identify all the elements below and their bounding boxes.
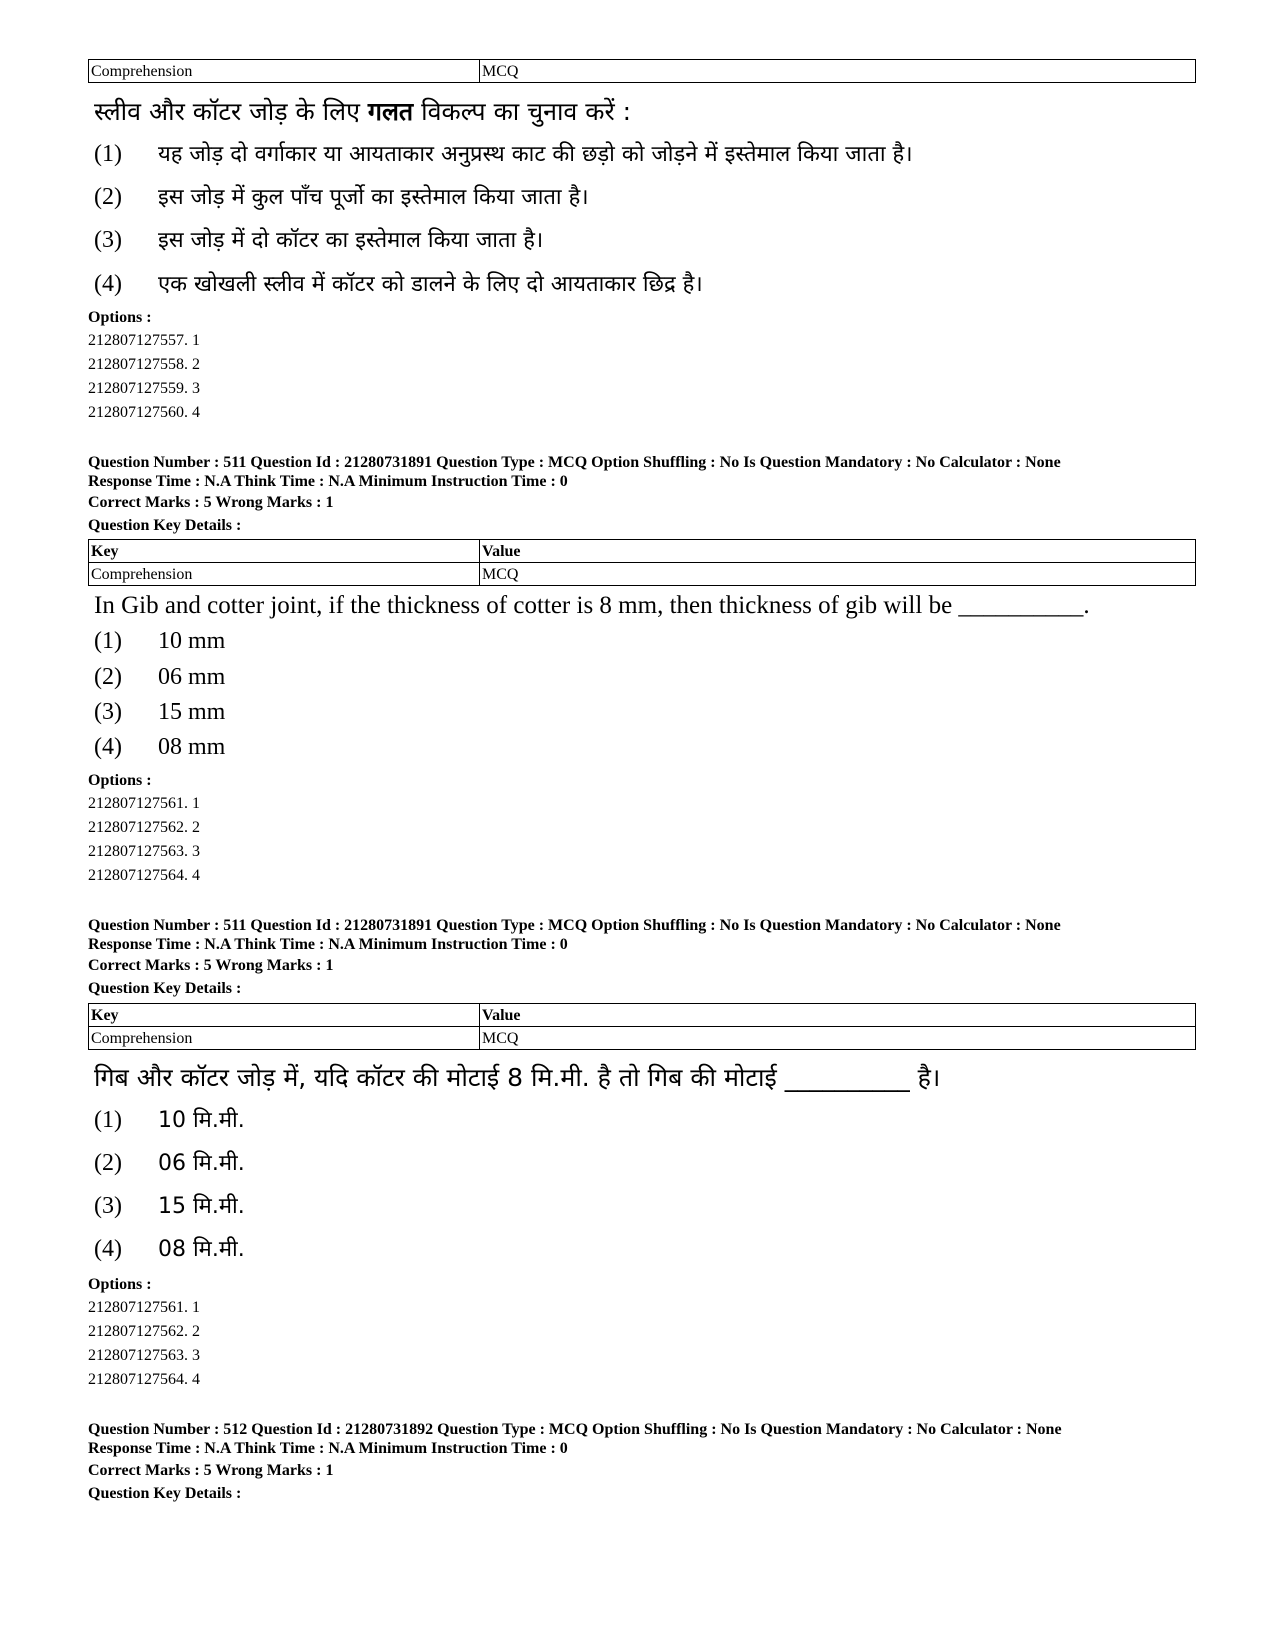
option-item xyxy=(94,181,589,211)
option-text: 15 mm xyxy=(158,699,226,725)
option-number: (1) xyxy=(94,141,122,167)
option-id: 212807127557. 1 xyxy=(88,332,200,349)
key-details-label: Question Key Details : xyxy=(88,517,242,534)
option-text: 08 mm xyxy=(158,734,226,760)
option-text: एक खोखली स्लीव में कॉटर को डालने के लिए दो आयताकार छिद्र है। xyxy=(158,272,703,297)
option-id: 212807127563. 3 xyxy=(88,843,200,860)
table-header-key: Key xyxy=(89,540,480,563)
option-number: (1) xyxy=(94,1107,122,1133)
option-number: (2) xyxy=(94,184,122,210)
option-item xyxy=(94,268,703,298)
option-text: 06 mm xyxy=(158,664,226,690)
table-header-value: Value xyxy=(480,540,1196,563)
option-id-list xyxy=(88,792,200,888)
option-text: 15 मि.मी. xyxy=(158,1194,245,1219)
option-id: 212807127558. 2 xyxy=(88,356,200,373)
table-cell-value: MCQ xyxy=(480,60,1196,83)
option-text: इस जोड़ में दो कॉटर का इस्तेमाल किया जाता है। xyxy=(158,228,544,253)
table-row xyxy=(89,563,1196,586)
table-cell-value: MCQ xyxy=(480,563,1196,586)
option-id-list xyxy=(88,329,200,425)
option-id: 212807127560. 4 xyxy=(88,404,200,421)
option-number: (2) xyxy=(94,664,122,690)
table-header-key: Key xyxy=(89,1004,480,1027)
option-item xyxy=(94,628,225,655)
meta-line: Response Time : N.A Think Time : N.A Minimum Instruction Time : 0 xyxy=(88,1440,568,1457)
table-cell-key: Comprehension xyxy=(89,563,480,586)
option-id: 212807127564. 4 xyxy=(88,1371,200,1388)
question-stem: गिब और कॉटर जोड़ में, यदि कॉटर की मोटाई 8 मि.मी. है तो गिब की मोटाई __________ है। xyxy=(94,1063,941,1092)
option-id: 212807127564. 4 xyxy=(88,867,200,884)
question-meta xyxy=(88,1420,1062,1458)
option-text: 08 मि.मी. xyxy=(158,1237,245,1262)
meta-line: Response Time : N.A Think Time : N.A Minimum Instruction Time : 0 xyxy=(88,936,568,953)
key-table xyxy=(88,1003,1196,1050)
option-id: 212807127561. 1 xyxy=(88,795,200,812)
option-number: (4) xyxy=(94,734,122,760)
question-meta xyxy=(88,916,1061,954)
table-cell-key: Comprehension xyxy=(89,60,480,83)
option-id: 212807127563. 3 xyxy=(88,1347,200,1364)
option-number: (3) xyxy=(94,227,122,253)
options-label: Options : xyxy=(88,772,152,789)
option-number: (4) xyxy=(94,1236,122,1262)
option-item xyxy=(94,664,225,691)
stem-text: स्लीव और कॉटर जोड़ के लिए xyxy=(94,97,368,126)
option-text: 06 मि.मी. xyxy=(158,1151,245,1176)
table-header-row xyxy=(89,540,1196,563)
options-label: Options : xyxy=(88,309,152,326)
table-row xyxy=(89,60,1196,83)
key-table xyxy=(88,539,1196,586)
options-label: Options : xyxy=(88,1276,152,1293)
option-item xyxy=(94,224,543,254)
option-item xyxy=(94,699,225,726)
table-cell-value: MCQ xyxy=(480,1027,1196,1050)
question-stem xyxy=(94,94,631,128)
option-id-list xyxy=(88,1296,200,1392)
top-key-table xyxy=(88,59,1196,83)
option-item xyxy=(94,138,913,168)
option-item xyxy=(94,734,225,761)
marks-line: Correct Marks : 5 Wrong Marks : 1 xyxy=(88,494,334,511)
option-number: (2) xyxy=(94,1150,122,1176)
option-number: (4) xyxy=(94,271,122,297)
table-header-value: Value xyxy=(480,1004,1196,1027)
key-details-label: Question Key Details : xyxy=(88,980,242,997)
option-number: (1) xyxy=(94,628,122,654)
question-meta xyxy=(88,453,1061,491)
stem-text: विकल्प का चुनाव करें : xyxy=(413,97,632,126)
option-item xyxy=(94,1104,245,1134)
stem-emphasis: गलत xyxy=(367,97,414,126)
table-cell-key: Comprehension xyxy=(89,1027,480,1050)
meta-line: Question Number : 511 Question Id : 21280731891 Question Type : MCQ Option Shuffling : No Is Question Mandatory : No Calculator : None xyxy=(88,454,1061,471)
option-text: इस जोड़ में कुल पाँच पूर्जो का इस्तेमाल किया जाता है। xyxy=(158,185,589,210)
meta-line: Response Time : N.A Think Time : N.A Minimum Instruction Time : 0 xyxy=(88,473,568,490)
option-item xyxy=(94,1147,245,1177)
question-stem: In Gib and cotter joint, if the thickness of cotter is 8 mm, then thickness of gib will be __________. xyxy=(94,592,1090,619)
option-id: 212807127562. 2 xyxy=(88,819,200,836)
marks-line: Correct Marks : 5 Wrong Marks : 1 xyxy=(88,1462,334,1479)
option-text: 10 मि.मी. xyxy=(158,1108,245,1133)
option-number: (3) xyxy=(94,699,122,725)
meta-line: Question Number : 512 Question Id : 21280731892 Question Type : MCQ Option Shuffling : No Is Question Mandatory : No Calculator : None xyxy=(88,1421,1062,1438)
option-id: 212807127559. 3 xyxy=(88,380,200,397)
option-text: यह जोड़ दो वर्गाकार या आयताकार अनुप्रस्थ काट की छड़ो को जोड़ने में इस्तेमाल किया जाता है। xyxy=(158,142,913,167)
meta-line: Question Number : 511 Question Id : 21280731891 Question Type : MCQ Option Shuffling : No Is Question Mandatory : No Calculator : None xyxy=(88,917,1061,934)
option-id: 212807127562. 2 xyxy=(88,1323,200,1340)
table-header-row xyxy=(89,1004,1196,1027)
option-id: 212807127561. 1 xyxy=(88,1299,200,1316)
table-row xyxy=(89,1027,1196,1050)
marks-line: Correct Marks : 5 Wrong Marks : 1 xyxy=(88,957,334,974)
option-item xyxy=(94,1190,245,1220)
option-text: 10 mm xyxy=(158,628,226,654)
key-details-label: Question Key Details : xyxy=(88,1485,242,1502)
option-number: (3) xyxy=(94,1193,122,1219)
option-item xyxy=(94,1233,245,1263)
